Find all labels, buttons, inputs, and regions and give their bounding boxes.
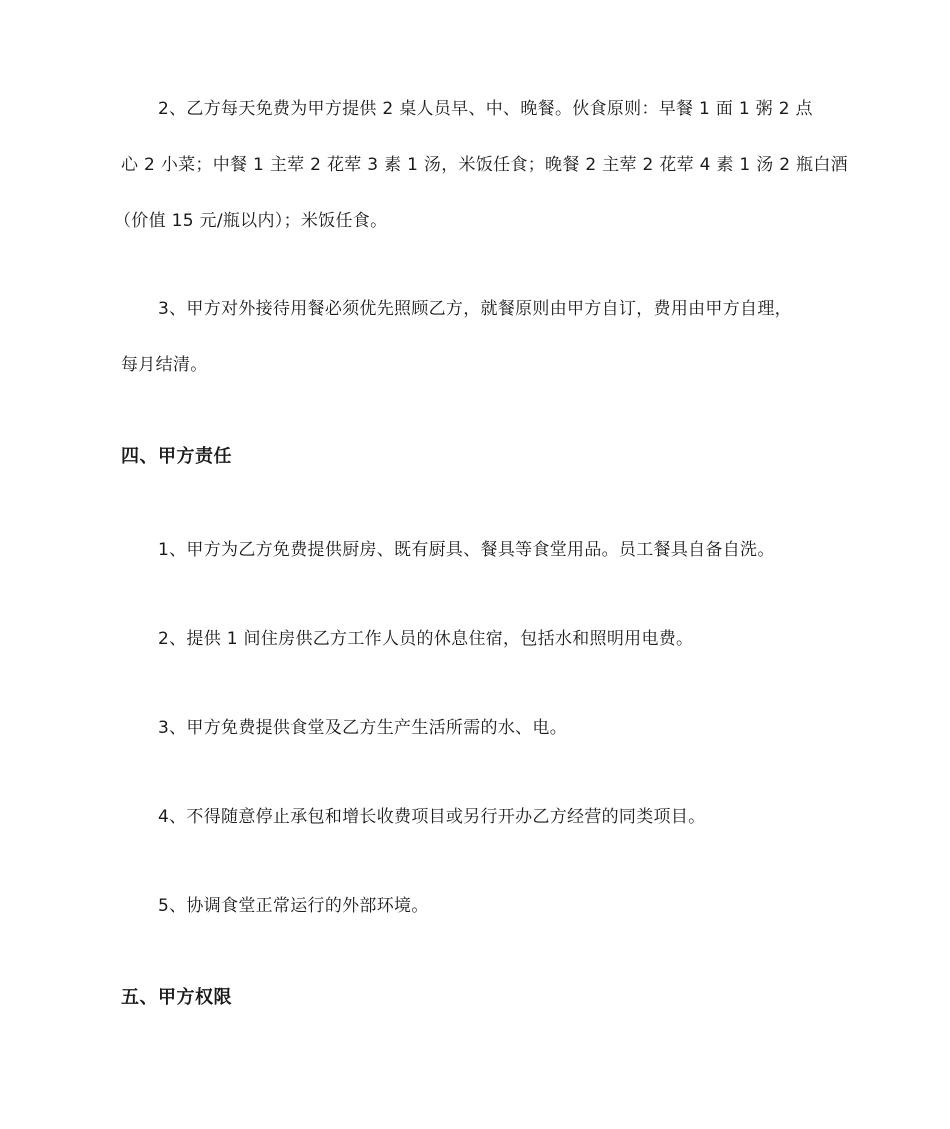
list-item: 3、甲方免费提供食堂及乙方生产生活所需的水、电。 [158, 718, 568, 738]
paragraph-line: 3、甲方对外接待用餐必须优先照顾乙方，就餐原则由甲方自订，费用由甲方自理， [158, 299, 792, 319]
list-item: 5、协调食堂正常运行的外部环境。 [158, 896, 429, 916]
section-heading: 五、甲方权限 [121, 987, 232, 1008]
paragraph-line: 心 2 小菜；中餐 1 主荤 2 花荤 3 素 1 汤，米饭任食；晚餐 2 主荤 2 花荤 4 素 1 汤 2 瓶白酒 [121, 155, 848, 175]
list-item: 1、甲方为乙方免费提供厨房、既有厨具、餐具等食堂用品。员工餐具自备自洗。 [158, 540, 775, 560]
paragraph-line: （价值 15 元/瓶以内）；米饭任食。 [114, 211, 388, 231]
paragraph-line: 每月结清。 [121, 355, 208, 375]
list-item: 4、不得随意停止承包和增长收费项目或另行开办乙方经营的同类项目。 [158, 807, 706, 827]
paragraph-line: 2、乙方每天免费为甲方提供 2 桌人员早、中、晚餐。伙食原则：早餐 1 面 1 粥 2 点 [158, 99, 813, 119]
list-item: 2、提供 1 间住房供乙方工作人员的休息住宿，包括水和照明用电费。 [158, 629, 694, 649]
section-heading: 四、甲方责任 [121, 446, 232, 467]
